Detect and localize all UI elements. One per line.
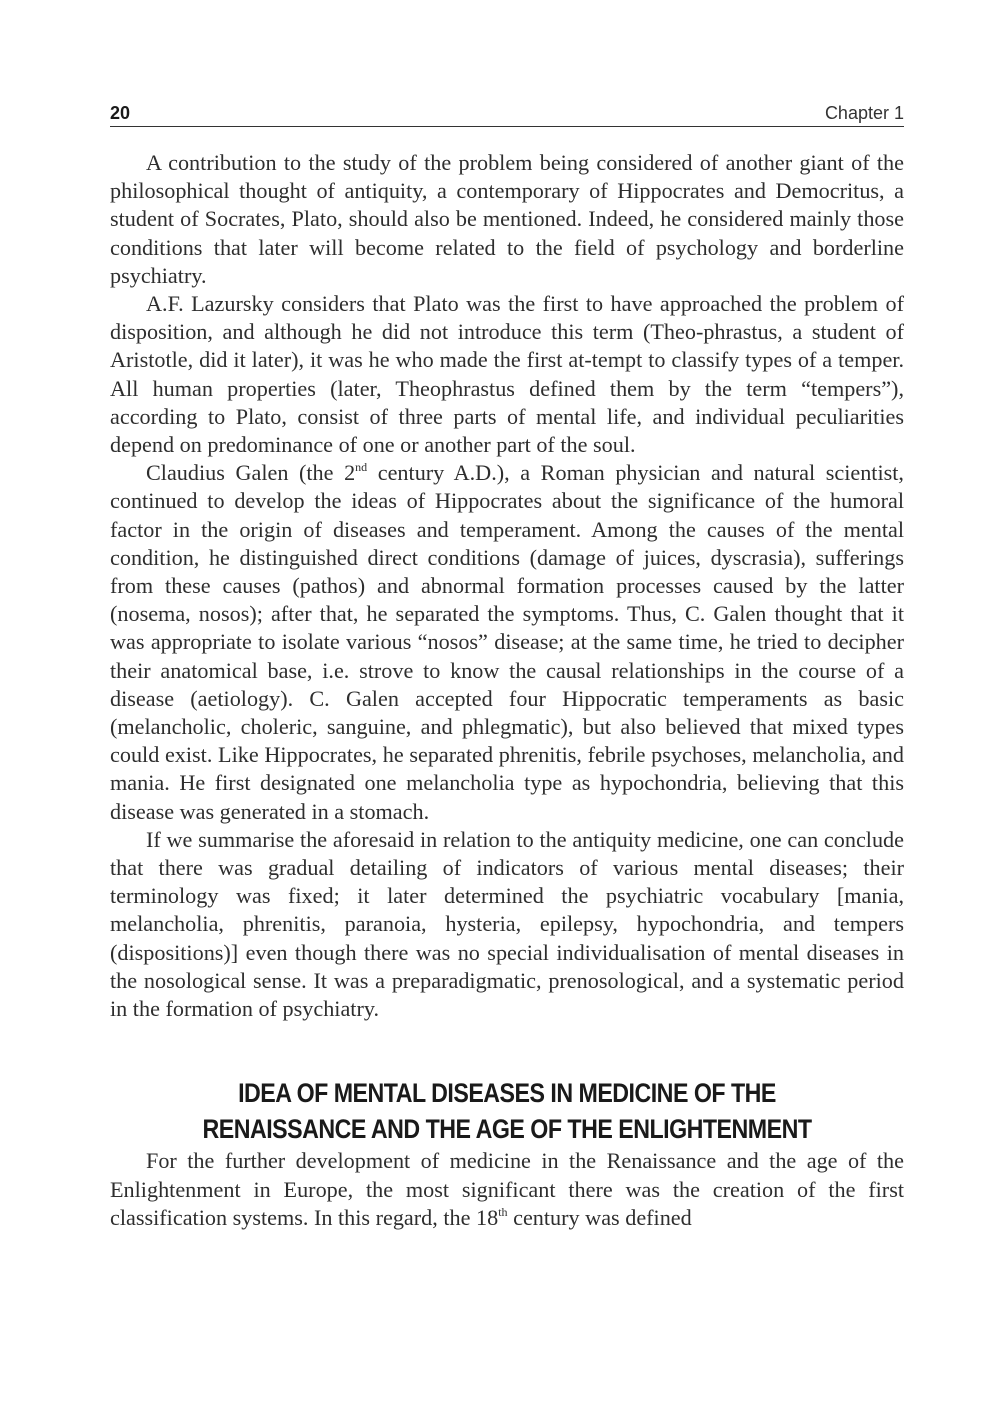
running-header [110, 96, 904, 127]
paragraph-plato: A contribution to the study of the problem being considered of another giant of the philosophical thought of antiquity, a contemporary of Hippocrates and Democritus, a student of Socrates, Plato, should also be mentioned. Indeed, he considered mainly those conditions that later will become related to the field of psychology and borderline psychiatry. [110, 150, 904, 288]
section-heading-line-2: RENAISSANCE AND THE AGE OF THE ENLIGHTENMENT [202, 1114, 812, 1145]
paragraph-summary: If we summarise the aforesaid in relation to the antiquity medicine, one can conclude that there was gradual detailing of indicators of various mental diseases; their terminology was fixed; it later determined the psychiatric vocabulary [mania, melancholia, phrenitis, paranoia, hysteria, epilepsy, hypochondria, and tempers (dispositions)] even though there was no special individualisation of mental diseases in the nosological sense. It was a preparadigmatic, prenosological, and a systematic period in the formation of psychiatry. [110, 826, 904, 1022]
body-text [110, 149, 904, 1232]
renaissance-text-start: For the further development of medicine in the Renaissance and the age of the Enlightenment in Europe, the most significant there was the creation of the first classification systems. In this regard, the 18 [110, 1148, 904, 1230]
paragraph-galen [110, 459, 904, 826]
document-page [110, 96, 904, 1232]
ordinal-superscript: th [498, 1204, 508, 1219]
paragraph-lazursky: A.F. Lazursky considers that Plato was the first to have approached the problem of disposition, and although he did not introduce this term (Theo-phrastus, a student of Aristotle, did it later), it was he who made the first at-tempt to classify types of a temper. All human properties (later, Theophrastus defined them by the term “tempers”), according to Plato, consist of three parts of mental life, and individual peculiarities depend on predominance of one or another part of the soul. [110, 291, 904, 458]
galen-text-start: Claudius Galen (the 2 [146, 460, 356, 486]
ordinal-superscript: nd [355, 460, 368, 475]
section-heading-line-1: IDEA OF MENTAL DISEASES IN MEDICINE OF THE [238, 1078, 776, 1109]
galen-text-rest: century A.D.), a Roman physician and natural scientist, continued to develop the ideas of Hippocrates about the significance of the humoral factor in the origin of diseases and temperament. Among the causes of the mental condition, he distinguished direct conditions (damage of juices, dyscrasia), sufferings from these causes (pathos) and abnormal formation processes caused by the latter (nosema, nosos); after that, he separated the symptoms. Thus, C. Galen thought that it was appropriate to isolate various “nosos” disease; at the same time, he tried to decipher their anatomical base, i.e. strove to know the causal relationships in the course of a disease (aetiology). C. Galen accepted four Hippocratic temperaments as basic (melancholic, choleric, sanguine, and phlegmatic), but also believed that mixed types could exist. Like Hippocrates, he separated phrenitis, febrile psychoses, melancholia, and mania. He first designated one melancholia type as hypochondria, believing that this disease was generated in a stomach. [110, 460, 904, 824]
paragraph-renaissance [110, 1147, 904, 1232]
chapter-label: Chapter 1 [824, 103, 904, 123]
renaissance-text-rest: century was defined [507, 1204, 692, 1230]
page-number: 20 [110, 103, 131, 123]
section-heading [166, 1075, 849, 1147]
